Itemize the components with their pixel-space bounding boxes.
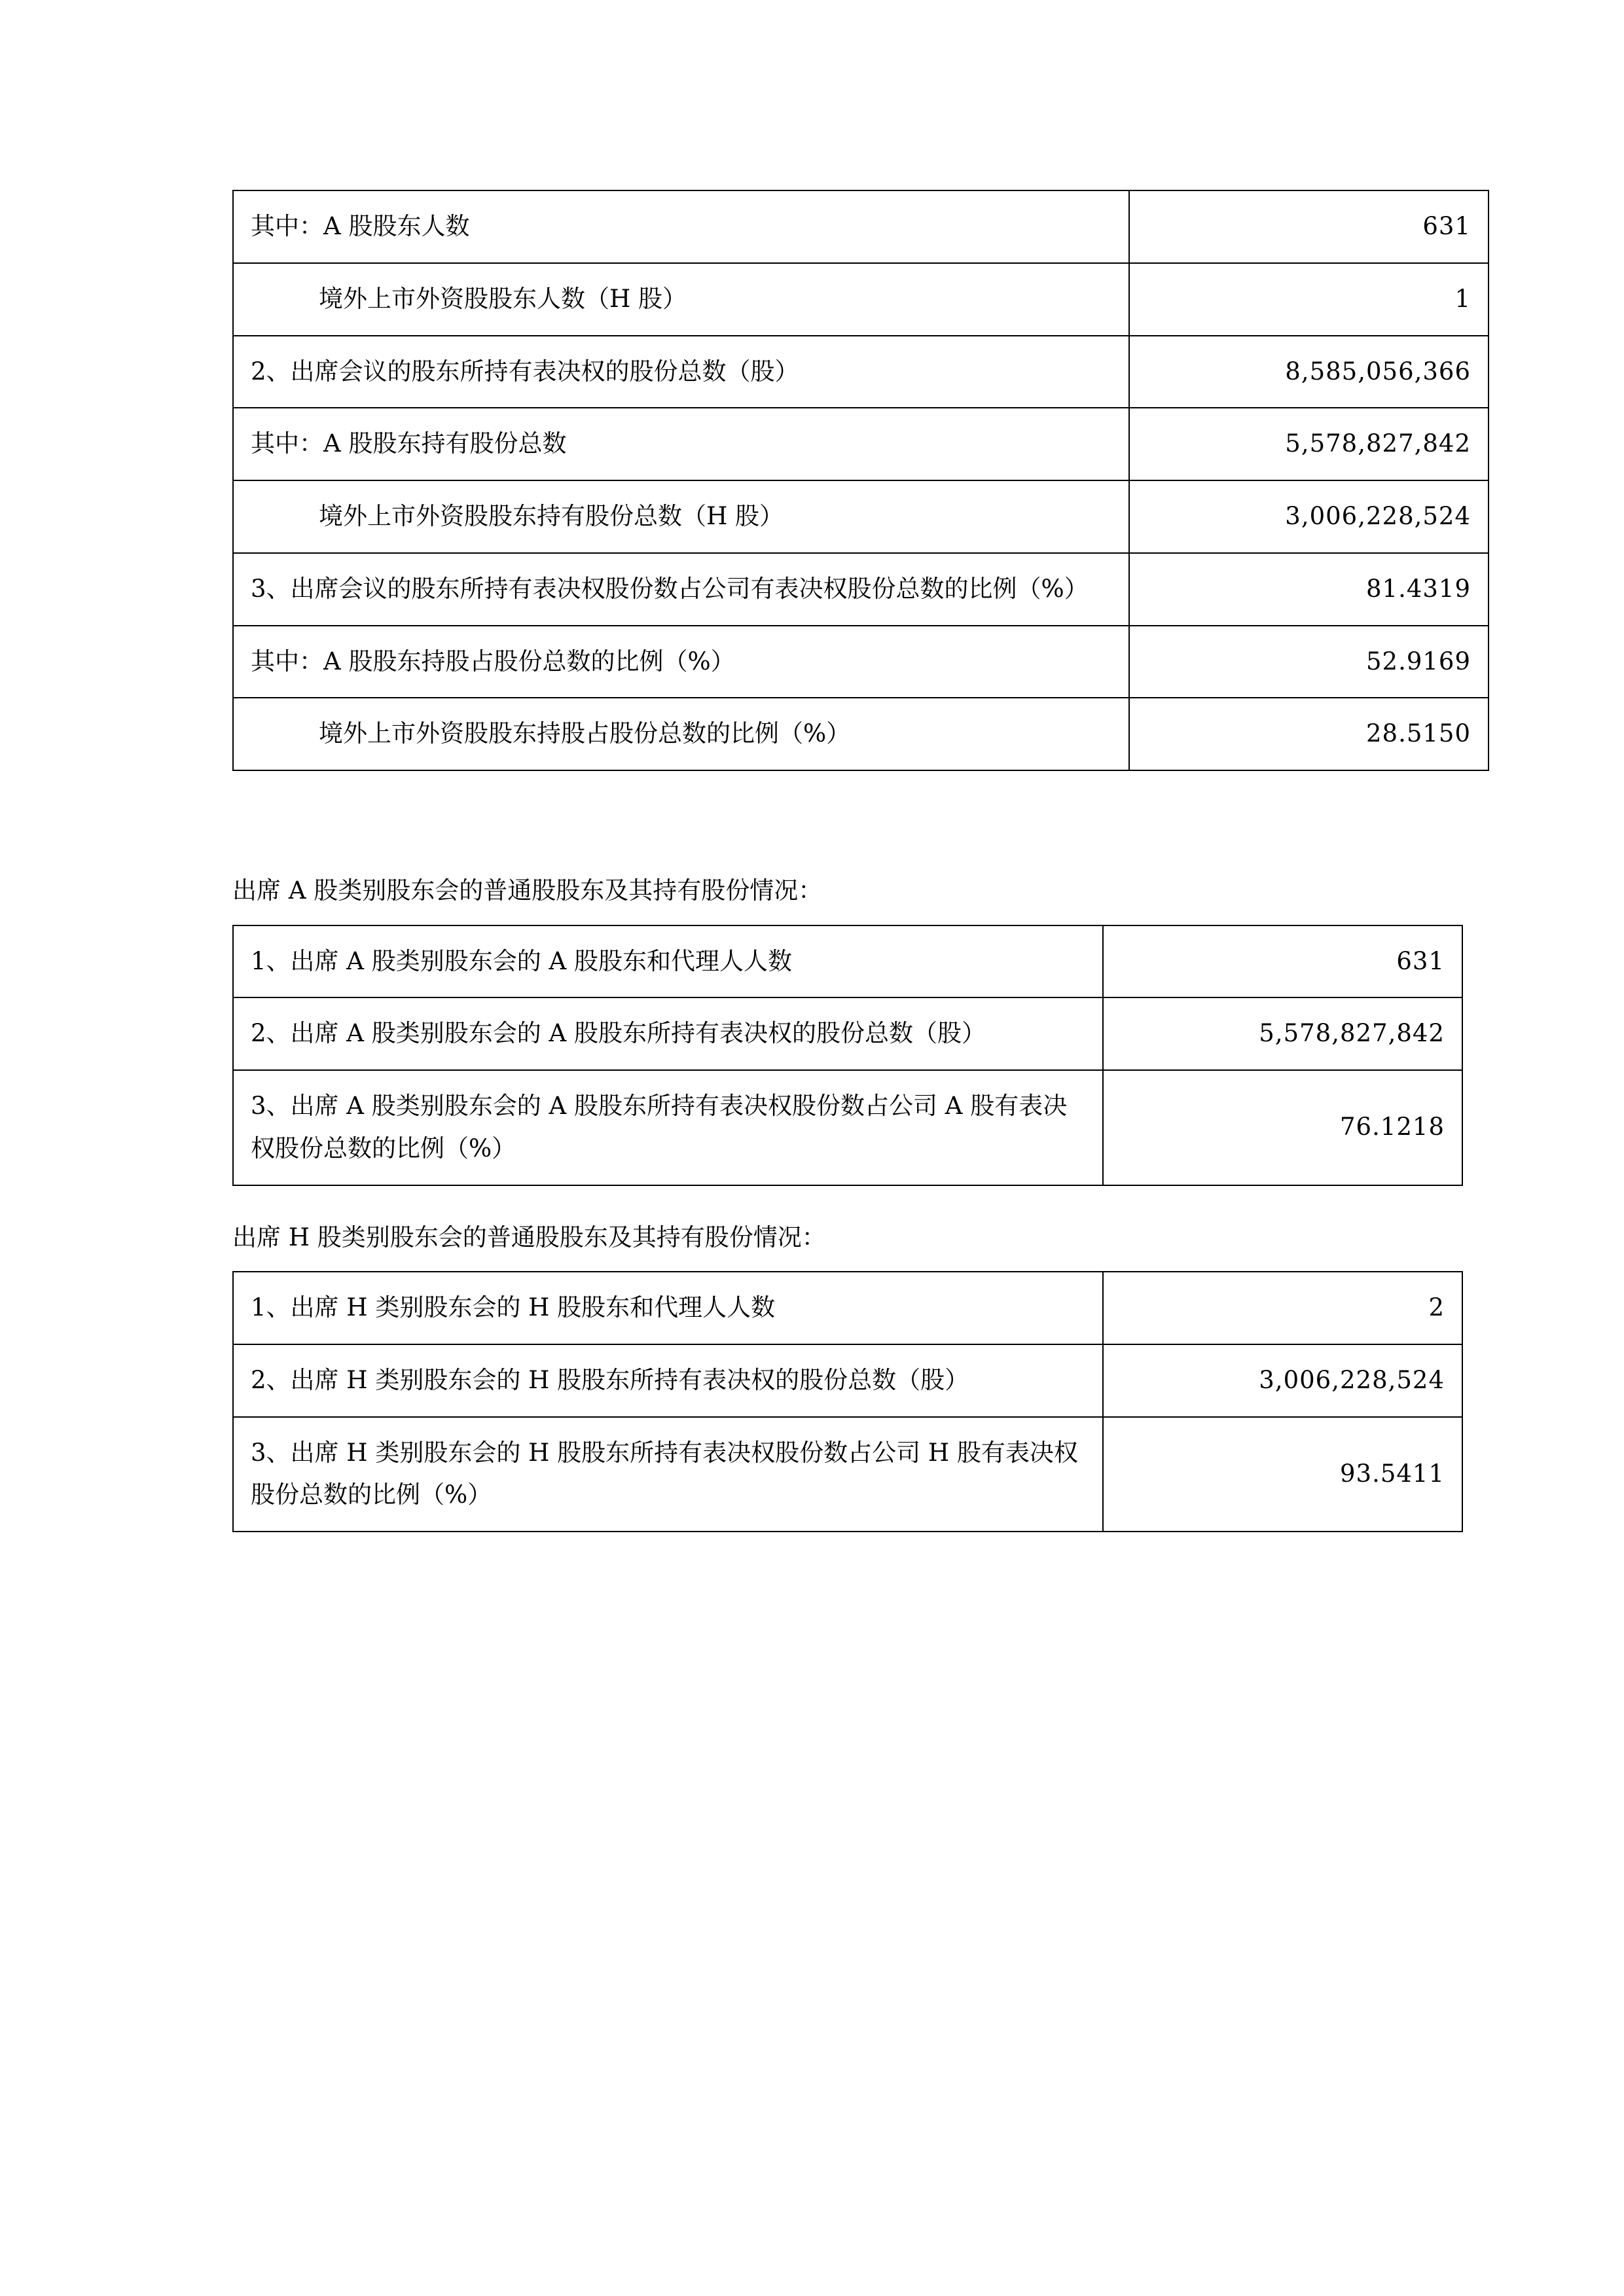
row-label: 境外上市外资股股东人数（H 股） xyxy=(233,263,1129,336)
row-label: 其中：A 股股东人数 xyxy=(233,190,1129,263)
h-share-class-meeting-table xyxy=(232,1271,1463,1532)
table-row xyxy=(233,553,1489,626)
row-value: 93.5411 xyxy=(1103,1417,1462,1532)
row-label: 其中：A 股股东持股占股份总数的比例（%） xyxy=(233,626,1129,698)
spacer xyxy=(232,1186,1428,1216)
row-value: 8,585,056,366 xyxy=(1129,336,1489,408)
row-label: 境外上市外资股股东持股占股份总数的比例（%） xyxy=(233,698,1129,770)
row-value: 76.1218 xyxy=(1103,1070,1462,1185)
row-label: 其中：A 股股东持有股份总数 xyxy=(233,408,1129,480)
row-value: 2 xyxy=(1103,1272,1462,1344)
table-row xyxy=(233,1417,1462,1532)
row-label: 3、出席 A 股类别股东会的 A 股股东所持有表决权股份数占公司 A 股有表决权股份总数的比例（%） xyxy=(233,1070,1103,1185)
a-share-class-meeting-table xyxy=(232,925,1463,1186)
table-row xyxy=(233,698,1489,770)
row-label: 2、出席会议的股东所持有表决权的股份总数（股） xyxy=(233,336,1129,408)
row-label: 3、出席会议的股东所持有表决权股份数占公司有表决权股份总数的比例（%） xyxy=(233,553,1129,626)
table-row xyxy=(233,997,1462,1070)
row-label: 1、出席 H 类别股东会的 H 股股东和代理人人数 xyxy=(233,1272,1103,1344)
a-share-section-caption: 出席 A 股类别股东会的普通股股东及其持有股份情况： xyxy=(232,876,823,905)
row-value: 1 xyxy=(1129,263,1489,336)
table-row xyxy=(233,480,1489,553)
meeting-attendance-table xyxy=(232,190,1489,771)
row-value: 3,006,228,524 xyxy=(1103,1344,1462,1417)
table-row xyxy=(233,263,1489,336)
row-label: 境外上市外资股股东持有股份总数（H 股） xyxy=(233,480,1129,553)
table-row xyxy=(233,626,1489,698)
row-value: 28.5150 xyxy=(1129,698,1489,770)
table-row xyxy=(233,1272,1462,1344)
row-label: 2、出席 H 类别股东会的 H 股股东所持有表决权的股份总数（股） xyxy=(233,1344,1103,1417)
row-value: 81.4319 xyxy=(1129,553,1489,626)
table-row xyxy=(233,190,1489,263)
table-row xyxy=(233,1344,1462,1417)
row-value: 52.9169 xyxy=(1129,626,1489,698)
table-row xyxy=(233,408,1489,480)
row-label: 2、出席 A 股类别股东会的 A 股股东所持有表决权的股份总数（股） xyxy=(233,997,1103,1070)
table-row xyxy=(233,925,1462,998)
row-label: 1、出席 A 股类别股东会的 A 股股东和代理人人数 xyxy=(233,925,1103,998)
row-value: 5,578,827,842 xyxy=(1103,997,1462,1070)
row-value: 3,006,228,524 xyxy=(1129,480,1489,553)
row-value: 631 xyxy=(1129,190,1489,263)
table-row xyxy=(233,1070,1462,1185)
spacer xyxy=(232,771,1428,869)
row-value: 631 xyxy=(1103,925,1462,998)
row-label: 3、出席 H 类别股东会的 H 股股东所持有表决权股份数占公司 H 股有表决权股份总数的比例（%） xyxy=(233,1417,1103,1532)
table-row xyxy=(233,336,1489,408)
row-value: 5,578,827,842 xyxy=(1129,408,1489,480)
h-share-section-caption: 出席 H 股类别股东会的普通股股东及其持有股份情况： xyxy=(232,1223,826,1251)
